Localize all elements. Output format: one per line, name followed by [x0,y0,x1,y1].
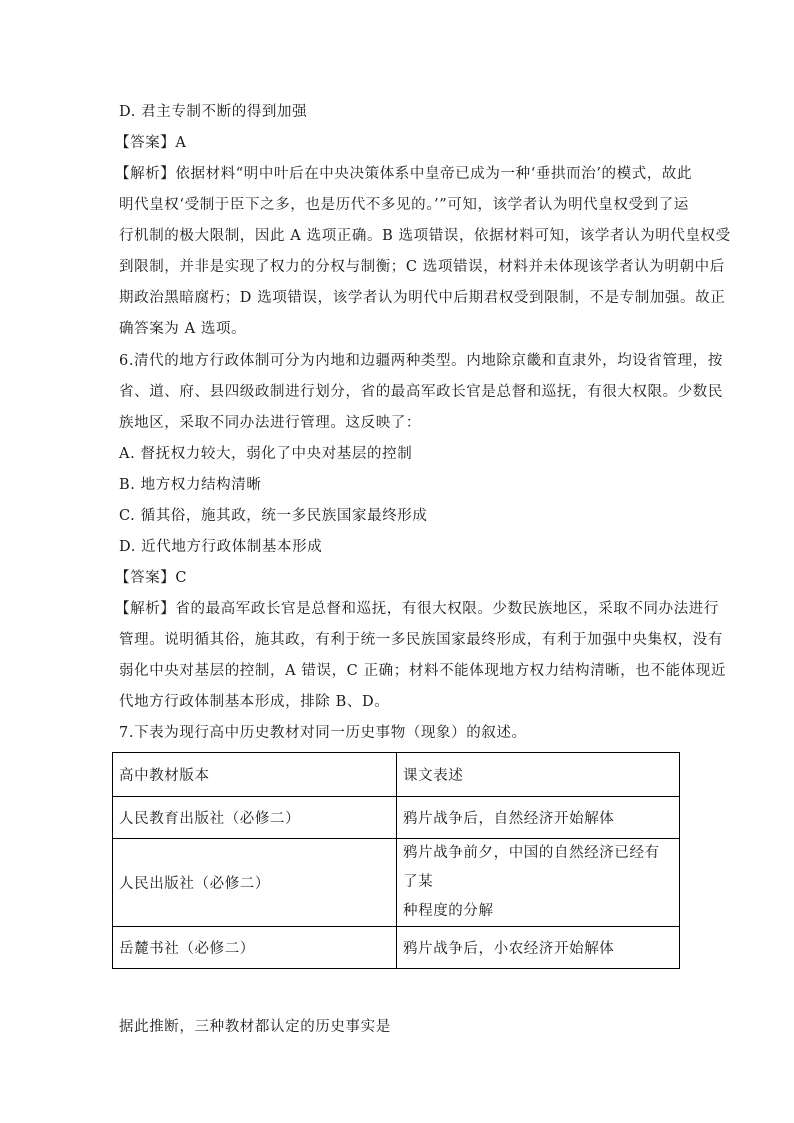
edition-cell: 岳麓书社（必修二） [113,927,397,969]
explanation-q5-line-4: 到限制，并非是实现了权力的分权与制衡；C 选项错误，材料并未体现该学者认为明朝中后 [119,259,725,275]
edition-cell: 人民教育出版社（必修二） [113,797,397,839]
explanation-q5-line-2: 明代皇权‘受制于臣下之多，也是历代不多见的。’”可知，该学者认为明代皇权受到了运 [119,197,689,213]
text-cell-line: 种程度的分解 [403,903,494,919]
option-a-q6: A. 督抚权力较大，弱化了中央对基层的控制 [119,446,413,462]
edition-cell: 人民出版社（必修二） [113,839,397,927]
explanation-q5-line-3: 行机制的极大限制，因此 A 选项正确。B 选项错误，依据材料可知，该学者认为明代皇权受 [119,228,731,244]
question-6-line-3: 族地区，采取不同办法进行管理。这反映了： [119,415,421,431]
header-text: 课文表述 [397,753,680,797]
option-d-q6: D. 近代地方行政体制基本形成 [119,539,323,555]
question-6-line-1: 6.清代的地方行政体制可分为内地和边疆两种类型。内地除京畿和直隶外，均设省管理，按 [119,353,723,369]
text-cell: 鸦片战争后，小农经济开始解体 [397,927,680,969]
explanation-q6-line-1: 【解析】省的最高军政长官是总督和巡抚，有很大权限。少数民族地区，采取不同办法进行 [115,601,719,617]
table-row [113,927,680,969]
table-header-row [113,753,680,797]
option-c-q6: C. 循其俗，施其政，统一多民族国家最终形成 [119,508,428,524]
table-row [113,839,680,927]
option-b-q6: B. 地方权力结构清晰 [119,477,262,493]
text-cell-line: 鸦片战争前夕，中国的自然经济已经有了某 [403,845,660,890]
option-d-q5: D. 君主专制不断的得到加强 [119,104,308,120]
text-cell [397,839,680,927]
question-7-intro: 7.下表为现行高中历史教材对同一历史事物（现象）的叙述。 [119,725,527,741]
explanation-q5-line-6: 确答案为 A 选项。 [119,321,247,337]
answer-q5: 【答案】A [115,135,187,151]
explanation-q6-line-4: 代地方行政体制基本形成，排除 B、D。 [119,694,390,710]
explanation-q6-line-2: 管理。说明循其俗，施其政，有利于统一多民族国家最终形成，有利于加强中央集权，没有 [119,632,723,648]
header-edition: 高中教材版本 [113,753,397,797]
table-row [113,797,680,839]
textbook-comparison-table [112,752,680,969]
answer-q6: 【答案】C [115,570,188,586]
explanation-q5-line-5: 期政治黑暗腐朽；D 选项错误，该学者认为明代中后期君权受到限制，不是专制加强。故正 [119,290,726,306]
question-6-line-2: 省、道、府、县四级政制进行划分，省的最高军政长官是总督和巡抚，有很大权限。少数民 [119,384,723,400]
explanation-q5-line-1: 【解析】依据材料“明中叶后在中央决策体系中皇帝已成为一种‘垂拱而治’的模式，故此 [115,166,693,182]
explanation-q6-line-3: 弱化中央对基层的控制，A 错误，C 正确；材料不能体现地方权力结构清晰，也不能体现近 [119,663,726,679]
text-cell: 鸦片战争后，自然经济开始解体 [397,797,680,839]
question-7-stem: 据此推断，三种教材都认定的历史事实是 [119,1019,391,1035]
